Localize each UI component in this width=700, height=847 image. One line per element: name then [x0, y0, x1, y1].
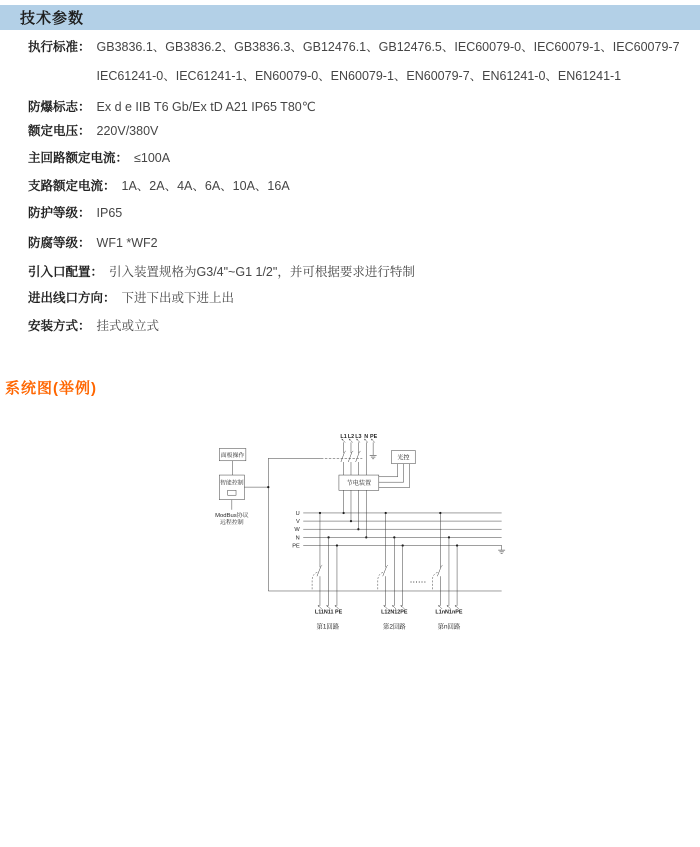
- spec-value: Ex d e IIB T6 Gb/Ex tD A21 IP65 T80℃: [96, 100, 316, 114]
- smart-to-bus-wire: [244, 486, 269, 488]
- spec-row-ip-rating: [28, 204, 122, 222]
- bus-label-n: N: [295, 535, 300, 542]
- spec-label: 支路额定电流：: [28, 179, 116, 193]
- system-diagram-heading: 系统图(举例): [5, 380, 97, 397]
- incoming-label-pe: PE: [370, 433, 378, 440]
- spec-value: IP65: [96, 206, 123, 220]
- spec-value: 引入装置规格为G3/4"~G1 1/2"，并可根据要求进行特制: [109, 265, 415, 279]
- branch-1-name: 第1回路: [316, 623, 340, 631]
- spec-label: 防爆标志：: [28, 100, 91, 114]
- modbus-caption-line1: ModBus协议: [215, 513, 249, 520]
- spec-label: 防腐等级：: [28, 236, 91, 250]
- bus-label-pe: PE: [292, 543, 300, 550]
- incoming-supply-labels: [340, 434, 377, 443]
- spec-value: ≤100A: [134, 151, 171, 165]
- spec-row-corrosion: [28, 234, 158, 252]
- power-saver-box: [339, 475, 379, 490]
- spec-value: 220V/380V: [96, 124, 159, 138]
- spec-value-line1: GB3836.1、GB3836.2、GB3836.3、GB12476.1、GB12476.5、IEC60079-0、IEC60079-1、IEC60079-7: [96, 40, 680, 54]
- modbus-caption: [215, 511, 249, 526]
- branch-2-name: 第2回路: [382, 623, 406, 631]
- panel-operation-label: 面板操作: [220, 452, 245, 459]
- incoming-label-n: N: [364, 433, 369, 440]
- branch-1-wire-labels: L11N11 PE: [314, 609, 343, 616]
- smart-control-box: [219, 475, 244, 500]
- saver-to-bus-wires: [342, 490, 367, 538]
- spec-label: 引入口配置：: [28, 265, 104, 279]
- incoming-label-l2: L2: [347, 433, 355, 440]
- spec-row-rated-voltage: [28, 122, 158, 140]
- power-saver-label: 节电装置: [346, 480, 372, 488]
- panel-operation-box: [219, 448, 246, 460]
- branch-n-wire-labels: L1nN1nPE: [435, 609, 463, 616]
- branch-circuit-n: [432, 512, 462, 631]
- spec-row-standards: [28, 33, 680, 91]
- modbus-caption-line2: 远程控制: [220, 520, 244, 527]
- branch-circuit-2: [378, 512, 408, 631]
- smart-control-port: [228, 490, 236, 495]
- spec-label: 额定电压：: [28, 124, 91, 138]
- light-control-box: [392, 450, 416, 463]
- system-diagram: [0, 430, 700, 847]
- spec-label: 防护等级：: [28, 206, 91, 220]
- light-control-label: 光控: [397, 454, 410, 462]
- spec-row-wiring-direction: [28, 289, 234, 307]
- main-breaker: [341, 442, 377, 475]
- bus-ground-icon: [498, 550, 505, 553]
- spec-label: 执行标准：: [28, 40, 91, 54]
- spec-value: 挂式或立式: [96, 319, 160, 333]
- bus-label-v: V: [296, 519, 300, 526]
- spec-label: 进出线口方向：: [28, 291, 116, 305]
- branch-n-name: 第n回路: [437, 623, 461, 631]
- bus-bars: [292, 511, 505, 554]
- smart-control-label: 智能控制: [220, 480, 244, 487]
- spec-value: 1A、2A、4A、6A、10A、16A: [121, 179, 290, 193]
- incoming-label-l1: L1: [340, 433, 347, 440]
- bus-label-u: U: [295, 510, 300, 517]
- bus-label-w: W: [294, 527, 300, 534]
- incoming-label-l3: L3: [355, 433, 362, 440]
- spec-value: WF1 *WF2: [96, 236, 158, 250]
- saver-to-light-wires: [379, 464, 410, 488]
- spec-value-line2: IEC61241-0、IEC61241-1、EN60079-0、EN60079-1、EN60079-7、EN61241-0、EN61241-1: [96, 69, 622, 83]
- spec-label: 安装方式：: [28, 319, 91, 333]
- tech-params-title: 技术参数: [20, 10, 85, 27]
- tech-params-header: [0, 5, 700, 30]
- spec-label: 主回路额定电流：: [28, 151, 129, 165]
- spec-row-main-current: [28, 149, 170, 167]
- branch-circuit-1: [312, 512, 343, 631]
- branch-2-wire-labels: L12N12PE: [381, 609, 408, 616]
- spec-value: 下进下出或下进上出: [121, 291, 235, 305]
- spec-row-mounting: [28, 317, 159, 335]
- pe-ground-icon: [370, 455, 377, 458]
- more-branches-ellipsis: ......: [410, 577, 427, 585]
- spec-row-entry-config: [28, 263, 415, 281]
- spec-row-branch-current: [28, 177, 290, 195]
- spec-row-exproof-mark: [28, 98, 316, 116]
